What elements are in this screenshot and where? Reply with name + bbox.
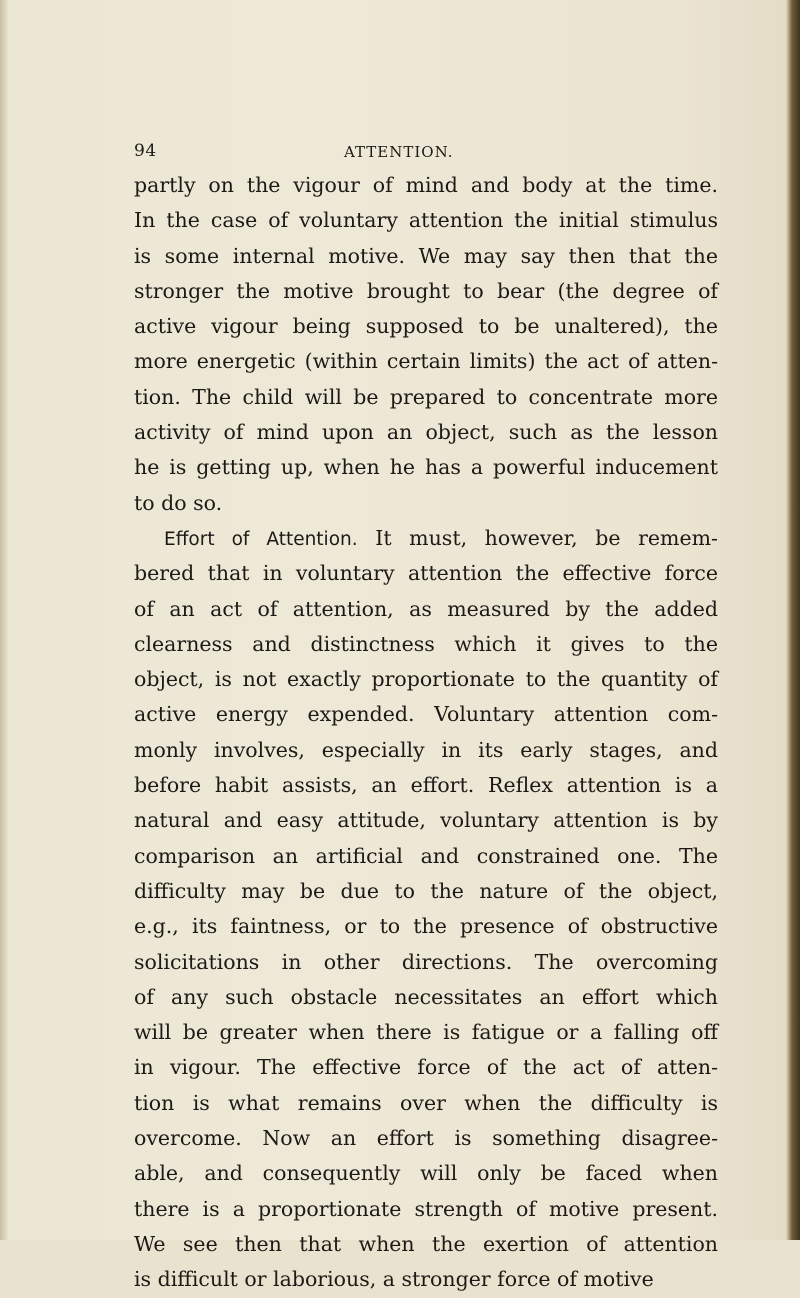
section-first-line — [134, 521, 718, 556]
text-line: partly on the vigour of mind and body at the time. — [134, 173, 718, 197]
text-line: overcome. Now an effort is something disagree- — [134, 1126, 718, 1151]
text-line: solicitations in other directions. The overcoming — [134, 949, 718, 974]
text-line: of an act of attention, as measured by the added — [134, 596, 718, 621]
text-line: difficulty may be due to the nature of the object, — [134, 878, 718, 903]
page-edge-shadow — [786, 0, 800, 1240]
text-line: able, and consequently will only be faced when — [134, 1161, 718, 1186]
text-line: tion. The child will be prepared to concentrate more — [134, 384, 718, 409]
text-line-rest: It must, however, be remem- — [375, 525, 718, 550]
text-line: active vigour being supposed to be unaltered), the — [134, 314, 718, 339]
running-head — [134, 141, 716, 163]
text-line: will be greater when there is fatigue or a falling off — [134, 1020, 718, 1045]
text-line: We see then that when the exertion of attention — [134, 1231, 718, 1256]
running-title: ATTENTION. — [344, 143, 454, 161]
text-line: stronger the motive brought to bear (the degree of — [134, 278, 718, 303]
text-line: before habit assists, an effort. Reflex attention is a — [134, 773, 718, 798]
text-line: is difficult or laborious, a stronger force of motive — [134, 1267, 654, 1292]
page-number: 94 — [134, 141, 157, 161]
text-line: active energy expended. Voluntary attention com- — [134, 702, 718, 727]
text-line: In the case of voluntary attention the initial stimulus — [134, 208, 718, 233]
text-line: object, is not exactly proportionate to the quantity of — [134, 667, 718, 692]
text-line: to do so. — [134, 490, 223, 515]
body-text — [134, 168, 718, 1298]
text-line: natural and easy attitude, voluntary attention is by — [134, 808, 718, 833]
side-heading: Effort of Attention. — [164, 528, 358, 550]
text-line: is some internal motive. We may say then that the — [134, 243, 718, 268]
text-line: comparison an artificial and constrained one. The — [134, 843, 718, 868]
binding-edge — [0, 0, 9, 1240]
text-line: monly involves, especially in its early stages, and — [134, 737, 718, 762]
text-line: there is a proportionate strength of motive present. — [134, 1196, 718, 1221]
text-line: of any such obstacle necessitates an effort which — [134, 984, 718, 1009]
text-line: in vigour. The effective force of the act of atten- — [134, 1055, 718, 1080]
text-line: he is getting up, when he has a powerful inducement — [134, 455, 718, 480]
text-line: tion is what remains over when the difficulty is — [134, 1090, 718, 1115]
text-line: clearness and distinctness which it gives to the — [134, 631, 718, 656]
text-line: activity of mind upon an object, such as the lesson — [134, 420, 718, 445]
text-line: bered that in voluntary attention the effective force — [134, 561, 718, 586]
text-line: more energetic (within certain limits) the act of atten- — [134, 349, 718, 374]
text-line: e.g., its faintness, or to the presence of obstructive — [134, 914, 718, 939]
